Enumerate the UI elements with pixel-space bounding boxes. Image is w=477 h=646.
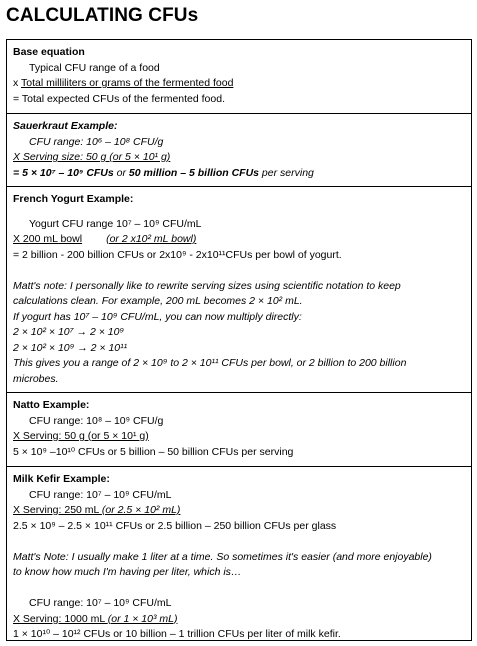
yogurt-serving <box>13 232 465 248</box>
kefir-serving-2-b: (or 1 × 10³ mL) <box>107 612 178 625</box>
base-line-3-text: Total expected CFUs of the fermented food. <box>21 92 225 105</box>
natto-heading: Natto Example: <box>13 399 90 411</box>
yogurt-note-7: microbes. <box>13 372 59 385</box>
kefir-serving <box>13 503 465 519</box>
yogurt-result: = 2 billion - 200 billion CFUs or 2x10⁹ - 2x10¹¹CFUs per bowl of yogurt. <box>13 248 342 261</box>
yogurt-note-2: calculations clean. For example, 200 mL becomes 2 × 10² mL. <box>13 295 303 307</box>
sauerkraut-result-bold-2: 50 million – 5 billion CFUs <box>128 166 260 179</box>
base-line-3 <box>13 92 465 108</box>
sauerkraut-result-prefix: = <box>13 166 23 179</box>
base-line-1: Typical CFU range of a food <box>29 61 160 74</box>
kefir-range: CFU range: 10⁷ – 10⁹ CFU/mL <box>29 488 172 501</box>
natto-section <box>7 392 471 466</box>
base-line-2-text: Total milliliters or grams of the fermented food <box>20 77 234 89</box>
kefir-note-2: to know how much I'm having per liter, which is… <box>13 566 242 578</box>
sauerkraut-result-suffix: per serving <box>259 166 314 179</box>
natto-result: 5 × 10⁹ –10¹⁰ CFUs or 5 billion – 50 billion CFUs per serving <box>13 445 294 458</box>
sauerkraut-serving: X Serving size: 50 g (or 5 × 10¹ g) <box>13 151 171 163</box>
natto-range: CFU range: 10⁸ – 10⁹ CFU/g <box>29 414 164 427</box>
cfu-table <box>6 39 472 641</box>
sauerkraut-heading: Sauerkraut Example: <box>13 120 118 132</box>
sauerkraut-range: CFU range: 10⁶ – 10⁸ CFU/g <box>29 135 164 148</box>
kefir-serving-2-a: X Serving: 1000 mL <box>13 612 108 625</box>
natto-serving: X Serving: 50 g (or 5 × 10¹ g) <box>13 430 149 442</box>
kefir-heading: Milk Kefir Example: <box>13 473 110 485</box>
yogurt-note-6: This gives you a range of 2 × 10⁹ to 2 × 10¹¹ CFUs per bowl, or 2 billion to 200 billion <box>13 357 407 369</box>
yogurt-serving-a: X 200 mL bowl <box>13 233 83 245</box>
yogurt-serving-b: (or 2 x10² mL bowl) <box>106 233 197 245</box>
yogurt-note-5: 2 × 10² × 10⁹ → 2 × 10¹¹ <box>13 341 128 354</box>
kefir-section <box>7 466 471 640</box>
sauerkraut-result-mid: or <box>113 166 129 179</box>
kefir-note-1: Matt's Note: I usually make 1 liter at a time. So sometimes it's easier (and more enjoyable) <box>13 550 432 563</box>
yogurt-heading: French Yogurt Example: <box>13 193 134 205</box>
kefir-serving-2 <box>13 612 465 628</box>
base-equation-section <box>7 40 471 113</box>
kefir-result: 2.5 × 10⁹ – 2.5 × 10¹¹ CFUs or 2.5 billion – 250 billion CFUs per glass <box>13 519 337 532</box>
kefir-range-2: CFU range: 10⁷ – 10⁹ CFU/mL <box>29 597 172 609</box>
sauerkraut-result <box>13 166 465 182</box>
sauerkraut-section <box>7 113 471 186</box>
yogurt-note-3: If yogurt has 10⁷ – 10⁹ CFU/mL, you can now multiply directly: <box>13 310 302 323</box>
yogurt-note-4: 2 × 10² × 10⁷ → 2 × 10⁹ <box>13 326 125 338</box>
yogurt-range: Yogurt CFU range 10⁷ – 10⁹ CFU/mL <box>29 217 202 230</box>
kefir-serving-b: (or 2.5 × 10² mL) <box>101 504 181 516</box>
base-line-2-prefix: x <box>13 77 19 89</box>
page-title: CALCULATING CFUs <box>6 5 199 26</box>
base-line-2 <box>13 76 465 92</box>
base-heading: Base equation <box>13 46 85 58</box>
base-line-3-prefix: = <box>13 92 20 105</box>
yogurt-note-1: Matt's note: I personally like to rewrite serving sizes using scientific notation to keep <box>13 279 401 292</box>
kefir-serving-a: X Serving: 250 mL <box>13 504 102 516</box>
sauerkraut-result-bold-1: 5 × 10⁷ – 10⁹ CFUs <box>22 166 114 179</box>
kefir-result-2: 1 × 10¹⁰ – 10¹² CFUs or 10 billion – 1 trillion CFUs per liter of milk kefir. <box>13 628 341 640</box>
yogurt-section <box>7 186 471 392</box>
